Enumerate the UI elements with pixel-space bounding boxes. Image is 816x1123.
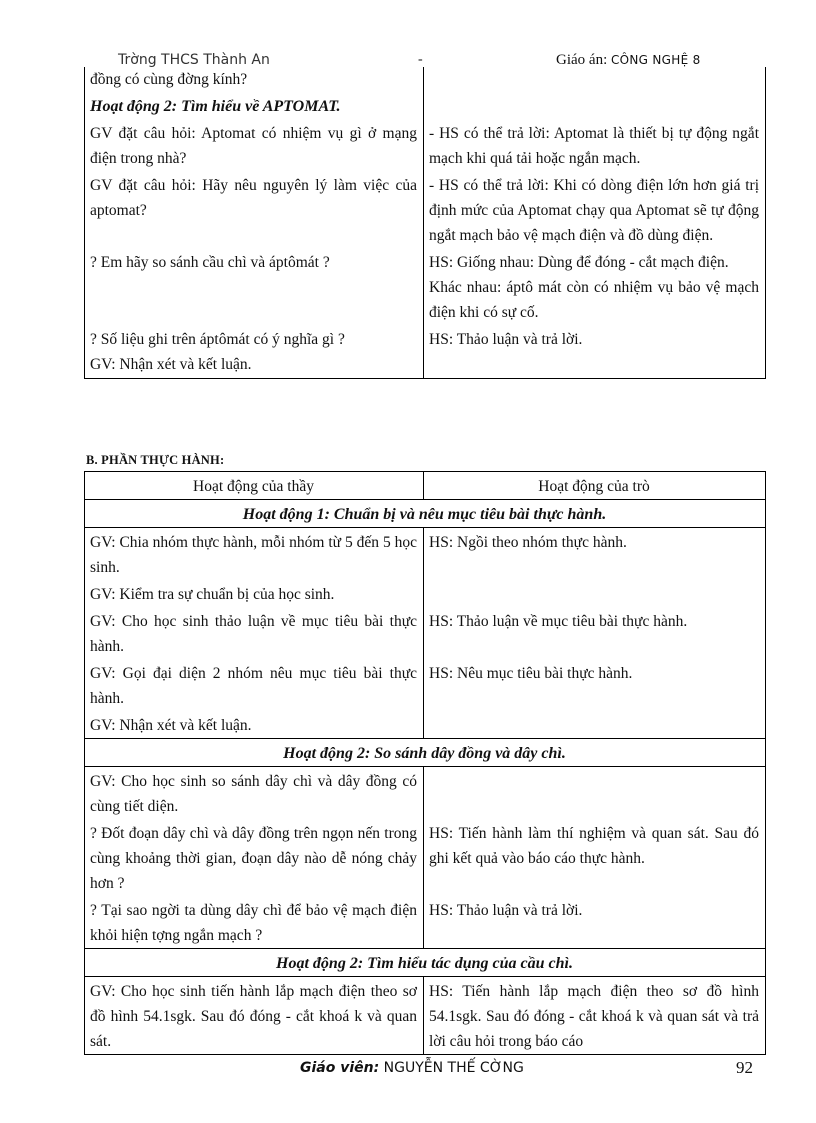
- student-cell: [424, 92, 766, 119]
- student-cell: HS: Thảo luận và trả lời.: [424, 325, 766, 379]
- student-cell: HS: Thảo luận và trả lời.: [424, 896, 766, 949]
- activity-title-row: [85, 739, 766, 767]
- teacher-cell: GV: Kiểm tra sự chuẩn bị của học sinh.: [85, 580, 424, 607]
- activity-title: Hoạt động 2: Tìm hiểu tác dụng của cầu chì.: [85, 949, 766, 977]
- teacher-cell: GV: Gọi đại diện 2 nhóm nêu mục tiêu bài thực hành.: [85, 659, 424, 711]
- table-row: [85, 67, 766, 92]
- student-cell: HS: Nêu mục tiêu bài thực hành.: [424, 659, 766, 711]
- table-row: [85, 767, 766, 820]
- top-table: [84, 67, 766, 379]
- table-row: [85, 607, 766, 659]
- student-cell: [424, 248, 766, 325]
- teacher-cell: GV: Nhận xét và kết luận.: [85, 711, 424, 739]
- table-row: [85, 580, 766, 607]
- table-row: [85, 977, 766, 1055]
- activity-title: Hoạt động 2: So sánh dây đồng và dây chì.: [85, 739, 766, 767]
- teacher-cell: ? Tại sao ngời ta dùng dây chì để bảo vệ mạch điện khỏi hiện tợng ngắn mạch ?: [85, 896, 424, 949]
- subject-name: CÔNG NGHỆ 8: [610, 53, 701, 67]
- teacher-cell: GV: Cho học sinh so sánh dây chì và dây đồng có cùng tiết diện.: [85, 767, 424, 820]
- header-dash: -: [418, 52, 423, 67]
- activity-title-row: [85, 500, 766, 528]
- teacher-cell: đồng có cùng đờng kính?: [85, 67, 424, 92]
- conclusion-text: GV: Nhận xét và kết luận.: [90, 356, 252, 373]
- table-row: [85, 171, 766, 248]
- col-header-teacher: Hoạt động của thầy: [85, 472, 424, 500]
- teacher-cell: GV đặt câu hỏi: Hãy nêu nguyên lý làm việc của aptomat?: [85, 171, 424, 248]
- student-cell: HS: Thảo luận về mục tiêu bài thực hành.: [424, 607, 766, 659]
- student-cell: - HS có thể trả lời: Khi có dòng điện lớn hơn giá trị định mức của Aptomat chạy qua Aptomat sẽ tự động ngắt mạch bảo vệ mạch điện và đồ dùng điện.: [424, 171, 766, 248]
- teacher-name: NGUYỄN THẾ CỜNG: [383, 1060, 524, 1076]
- student-cell: [424, 67, 766, 92]
- table-row: [85, 711, 766, 739]
- page-number: 92: [736, 1058, 753, 1077]
- student-cell: HS: Tiến hành làm thí nghiệm và quan sát. Sau đó ghi kết quả vào báo cáo thực hành.: [424, 819, 766, 896]
- teacher-cell: ? Đốt đoạn dây chì và dây đồng trên ngọn nến trong cùng khoảng thời gian, đoạn dây nào dễ nóng chảy hơn ?: [85, 819, 424, 896]
- similarity-text: HS: Giống nhau: Dùng để đóng - cắt mạch điện.: [429, 254, 729, 271]
- practice-table: [84, 471, 766, 1055]
- teacher-cell: GV đặt câu hỏi: Aptomat có nhiệm vụ gì ở mạng điện trong nhà?: [85, 119, 424, 171]
- activity-title-row: [85, 949, 766, 977]
- teacher-cell: GV: Cho học sinh tiến hành lắp mạch điện theo sơ đồ hình 54.1sgk. Sau đó đóng - cắt khoá k và quan sát.: [85, 977, 424, 1055]
- col-header-student: Hoạt động của trò: [424, 472, 766, 500]
- student-cell: [424, 580, 766, 607]
- table-row: [85, 659, 766, 711]
- table-row: [85, 92, 766, 119]
- activity-title: Hoạt động 1: Chuẩn bị và nêu mục tiêu bài thực hành.: [85, 500, 766, 528]
- section-label: B. PHẦN THỰC HÀNH:: [86, 453, 225, 467]
- table-header-row: [85, 472, 766, 500]
- table-row: [85, 325, 766, 379]
- teacher-label: Giáo viên:: [300, 1060, 380, 1076]
- teacher-cell: ? Em hãy so sánh cầu chì và áptômát ?: [85, 248, 424, 325]
- school-name: Trờng THCS Thành An: [118, 52, 270, 68]
- teacher-cell: [85, 325, 424, 379]
- activity-heading: Hoạt động 2: Tìm hiểu về APTOMAT.: [85, 92, 424, 119]
- difference-text: Khác nhau: áptô mát còn có nhiệm vụ bảo vệ mạch điện khi có sự cố.: [429, 279, 759, 321]
- teacher-cell: GV: Cho học sinh thảo luận về mục tiêu bài thực hành.: [85, 607, 424, 659]
- page-footer: [300, 1060, 524, 1076]
- table-row: [85, 819, 766, 896]
- table-row: [85, 528, 766, 581]
- question-text: ? Số liệu ghi trên áptômát có ý nghĩa gì ?: [90, 331, 345, 348]
- student-cell: HS: Tiến hành lắp mạch điện theo sơ đồ hình 54.1sgk. Sau đó đóng - cắt khoá k và quan sát và trả lời câu hỏi trong báo cáo: [424, 977, 766, 1055]
- teacher-cell: GV: Chia nhóm thực hành, mỗi nhóm từ 5 đến 5 học sinh.: [85, 528, 424, 581]
- student-cell: [424, 711, 766, 739]
- student-cell: - HS có thể trả lời: Aptomat là thiết bị tự động ngắt mạch khi quá tải hoặc ngắn mạch.: [424, 119, 766, 171]
- lesson-label: Giáo án:: [556, 52, 608, 68]
- table-row: [85, 119, 766, 171]
- table-row: [85, 248, 766, 325]
- table-row: [85, 896, 766, 949]
- student-cell: HS: Ngồi theo nhóm thực hành.: [424, 528, 766, 581]
- student-cell: [424, 767, 766, 820]
